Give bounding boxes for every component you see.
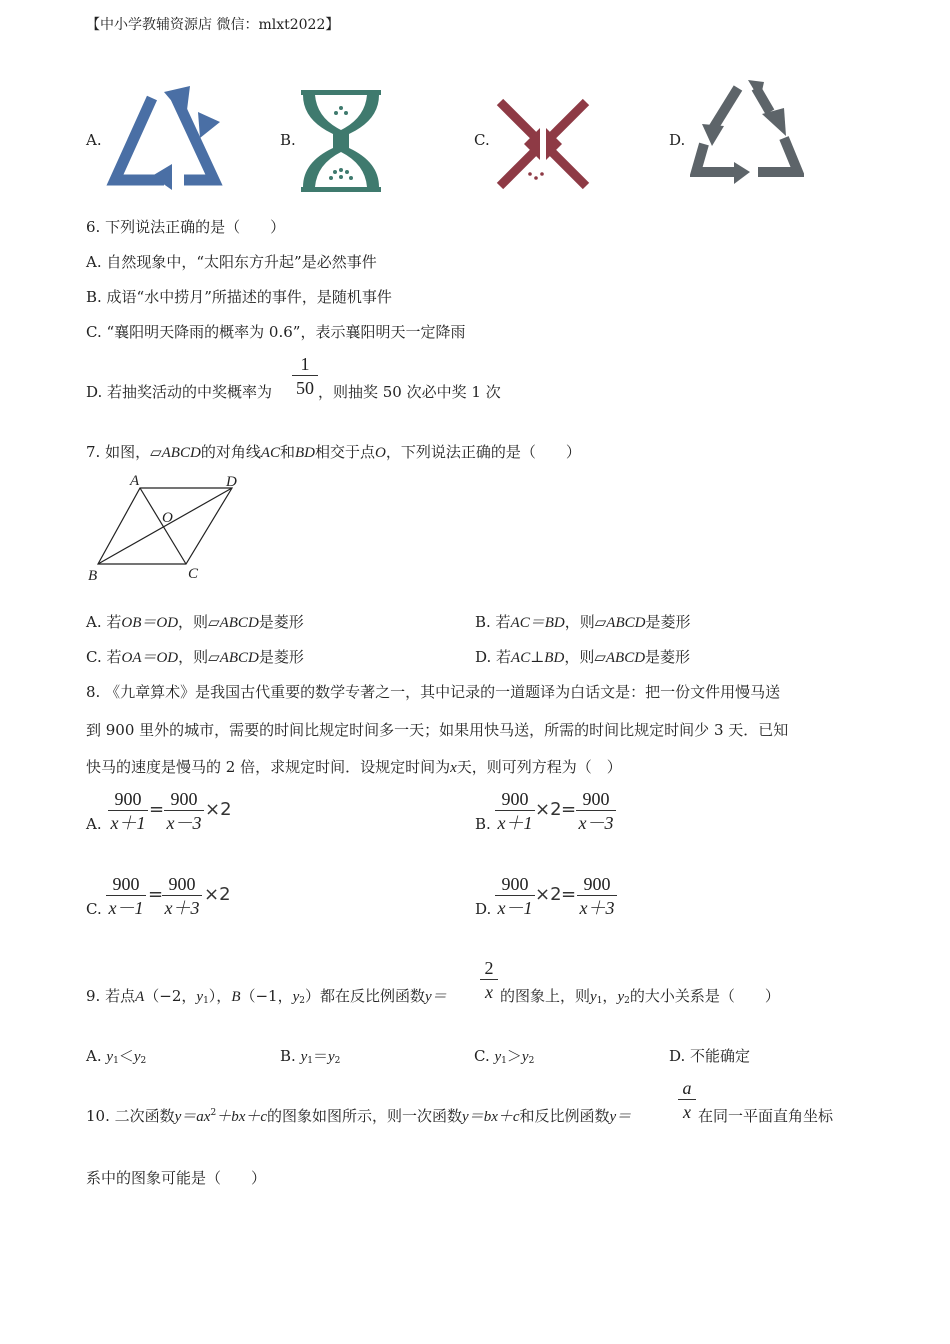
q8-a-fraction-1	[108, 788, 148, 835]
q7-option-c	[86, 646, 304, 667]
vertex-a-label: A	[130, 473, 140, 489]
q8-c-d1: x－1	[108, 898, 144, 918]
parallelogram-symbol: ▱	[594, 648, 606, 666]
q9-b-y1-sub: 1	[307, 1056, 313, 1066]
q9-a-label: A.	[86, 1047, 102, 1065]
q9-stem-right	[500, 985, 780, 1006]
q5-option-d-label: D.	[669, 131, 686, 149]
q9-y2: y	[292, 989, 300, 1005]
q8-a-n1: 900	[108, 788, 148, 811]
q7-b-mid: ，则	[564, 613, 595, 631]
q10-stem-left	[86, 1105, 631, 1126]
q9-comma: ，	[602, 987, 618, 1005]
q9-b-y2-sub: 2	[334, 1056, 341, 1066]
q8-d-d1: x－1	[497, 898, 533, 918]
q7-o: O	[375, 445, 386, 461]
q8-line3-post: 天，则可列方程为（ ）	[456, 758, 622, 776]
q9-func: y＝	[425, 989, 447, 1005]
q8-b-times: ×2	[535, 799, 562, 820]
q9-post-y2-sub: 2	[624, 996, 630, 1006]
q9-post-pre: 的图象上，则	[500, 987, 591, 1005]
q6-option-b: B. 成语“水中捞月”所描述的事件，是随机事件	[86, 288, 392, 306]
q10-den: x	[683, 1102, 691, 1122]
q8-b-n2: 900	[576, 788, 616, 811]
q10-mid2: 和反比例函数	[519, 1107, 610, 1125]
q6-stem: 6. 下列说法正确的是（ ）	[86, 218, 286, 236]
q8-b-n1: 900	[495, 788, 535, 811]
q9-post-y1-sub: 1	[596, 996, 603, 1006]
parallelogram-figure	[84, 470, 244, 586]
q6-fraction-numerator: 1	[292, 353, 318, 376]
center-o-label: O	[162, 510, 173, 526]
q8-option-b-label: B.	[475, 815, 491, 833]
parallelogram-symbol: ▱	[150, 443, 162, 461]
q7-b-abcd: ABCD	[606, 615, 646, 631]
q9-c-y1: y	[494, 1049, 502, 1065]
header-watermark: 【中小学教辅资源店 微信：mlxt2022】	[86, 17, 340, 33]
q6-option-d-suffix: ，则抽奖 50 次必中奖 1 次	[318, 383, 501, 401]
parallelogram-symbol: ▱	[594, 613, 607, 631]
q7-a-mid: ，则	[178, 613, 209, 631]
q8-a-d1: x＋1	[110, 813, 146, 833]
q7-d-mid: ，则	[564, 648, 595, 666]
q8-line-3	[86, 756, 622, 777]
q9-a-coord: （−2，	[144, 987, 197, 1005]
q9-c-y2-sub: 2	[528, 1056, 535, 1066]
q9-post-y1: y	[590, 989, 597, 1005]
q8-d-fraction-2	[577, 873, 617, 920]
q8-b-fraction-2	[576, 788, 616, 835]
q10-fraction	[678, 1077, 696, 1124]
q7-b-post: 是菱形	[645, 613, 691, 631]
q9-close2: ）都在反比例函数	[305, 987, 426, 1005]
parallelogram-symbol: ▱	[208, 648, 220, 666]
q8-line3-x: x	[450, 760, 457, 776]
recycle-triangle-blue-icon	[106, 86, 224, 192]
recycle-triangle-gray-icon	[690, 78, 804, 192]
q10-pre: 10. 二次函数	[86, 1107, 175, 1125]
q9-stem-left	[86, 985, 447, 1006]
vertex-d-label: D	[226, 474, 237, 490]
q8-option-c-label: C.	[86, 900, 102, 918]
q8-a-eq: =	[149, 799, 165, 820]
q8-c-fraction-1	[106, 873, 146, 920]
q7-stem-suffix: ，下列说法正确的是（ ）	[385, 443, 581, 461]
q9-c-rel: ＞	[506, 1047, 522, 1065]
q8-line-1: 8. 《九章算术》是我国古代重要的数学专著之一，其中记录的一道题译为白话文是：把一份文件用慢马送	[86, 683, 781, 701]
q7-stem	[86, 441, 581, 462]
q7-c-pre: C. 若	[86, 648, 122, 666]
q6-option-c: C. “襄阳明天降雨的概率为 0.6”，表示襄阳明天一定降雨	[86, 323, 466, 341]
q9-num: 2	[480, 957, 498, 980]
q10-mid1: 的图象如图所示，则一次函数	[267, 1107, 463, 1125]
q7-d-pre: D. 若	[475, 648, 512, 666]
q8-c-n2: 900	[162, 873, 202, 896]
q10-stem-right: 在同一平面直角坐标	[698, 1107, 834, 1125]
q9-a-y2: y	[133, 1049, 141, 1065]
q5-option-b-label: B.	[280, 131, 296, 149]
q9-pre: 9. 若点	[86, 987, 136, 1005]
q9-option-a	[86, 1045, 146, 1066]
q7-option-d	[475, 646, 690, 667]
q5-option-c-label: C.	[474, 131, 490, 149]
q8-a-n2: 900	[164, 788, 204, 811]
q9-close1: ），	[208, 987, 232, 1005]
q7-stem-prefix: 7. 如图，	[86, 443, 151, 461]
q7-option-a	[86, 611, 304, 632]
q9-a-y1: y	[106, 1049, 114, 1065]
q9-b-rel: ＝	[312, 1047, 328, 1065]
q10-func3: y＝	[609, 1109, 632, 1125]
q7-ac: AC	[260, 445, 280, 461]
hourglass-icon	[301, 90, 381, 192]
q8-option-a-label: A.	[86, 815, 102, 833]
q9-b-y2: y	[328, 1049, 335, 1065]
cross-arrows-icon	[496, 98, 590, 190]
q9-post: 的大小关系是（ ）	[629, 987, 780, 1005]
q8-d-fraction-1	[495, 873, 535, 920]
q8-c-fraction-2	[162, 873, 202, 920]
q6-fraction-denominator: 50	[296, 378, 314, 398]
q7-and: 和	[280, 443, 296, 461]
q7-a-cond: OB＝OD	[121, 615, 179, 631]
q9-post-y2: y	[617, 989, 625, 1005]
q10-stem-line-2: 系中的图象可能是（ ）	[86, 1169, 267, 1187]
q10-sup2: 2	[210, 1108, 217, 1118]
q9-y1: y	[196, 989, 204, 1005]
q10-func2: y＝bx＋c	[462, 1109, 520, 1125]
q7-abcd: ABCD	[161, 445, 201, 461]
q7-bd: BD	[295, 445, 316, 461]
q7-option-b	[475, 611, 690, 632]
q7-b-cond: AC＝BD	[510, 615, 565, 631]
q9-y2-sub: 2	[299, 996, 306, 1006]
q8-d-times: ×2	[535, 884, 562, 905]
q9-a-rel: ＜	[118, 1047, 134, 1065]
q9-fraction	[480, 957, 498, 1004]
q8-b-d1: x＋1	[497, 813, 533, 833]
q9-b-y1: y	[300, 1049, 308, 1065]
q9-point-a: A	[135, 989, 145, 1005]
q9-b-coord: （−1，	[240, 987, 293, 1005]
q9-y1-sub: 1	[203, 996, 209, 1006]
q8-b-eq: =	[561, 799, 577, 820]
q8-line3-pre: 快马的速度是慢马的 2 倍，求规定时间．设规定时间为	[86, 758, 451, 776]
q9-a-y2-sub: 2	[140, 1056, 147, 1066]
q9-c-y1-sub: 1	[501, 1056, 507, 1066]
q9-b-label: B.	[280, 1047, 296, 1065]
q7-a-abcd: ABCD	[219, 615, 259, 631]
q7-c-post: 是菱形	[258, 648, 304, 666]
q8-b-d2: x－3	[578, 813, 614, 833]
q9-option-b	[280, 1045, 340, 1066]
q7-d-post: 是菱形	[645, 648, 691, 666]
q9-point-b: B	[231, 989, 241, 1005]
q8-line-2: 到 900 里外的城市，需要的时间比规定时间多一天；如果用快马送，所需的时间比规定时间少 3 天．已知	[86, 721, 789, 739]
q6-fraction	[292, 353, 318, 400]
q7-b-pre: B. 若	[475, 613, 511, 631]
q7-c-abcd: ABCD	[219, 650, 259, 666]
q8-option-d-label: D.	[475, 900, 492, 918]
vertex-b-label: B	[88, 568, 98, 584]
q6-option-a: A. 自然现象中，“太阳东方升起”是必然事件	[86, 253, 377, 271]
q8-d-eq: =	[561, 884, 577, 905]
q9-den: x	[485, 982, 493, 1002]
parallelogram-symbol: ▱	[208, 613, 220, 631]
q5-option-a-label: A.	[86, 131, 102, 149]
q8-c-n1: 900	[106, 873, 146, 896]
q7-stem-mid2: 相交于点	[315, 443, 376, 461]
q8-a-times: ×2	[205, 799, 232, 820]
q9-a-y1-sub: 1	[113, 1056, 119, 1066]
q8-a-d2: x－3	[166, 813, 202, 833]
q8-d-n2: 900	[577, 873, 617, 896]
q7-stem-mid1: 的对角线	[200, 443, 261, 461]
q10-func1-b: ＋bx＋c	[216, 1109, 268, 1125]
q10-func1-a: y＝ax	[174, 1109, 211, 1125]
q7-a-post: 是菱形	[258, 613, 304, 631]
q8-c-d2: x＋3	[164, 898, 200, 918]
q8-d-n1: 900	[495, 873, 535, 896]
q8-b-fraction-1	[495, 788, 535, 835]
q8-a-fraction-2	[164, 788, 204, 835]
q9-c-y2: y	[521, 1049, 529, 1065]
vertex-c-label: C	[188, 566, 199, 582]
q7-a-pre: A. 若	[86, 613, 122, 631]
q7-d-abcd: ABCD	[605, 650, 646, 666]
q8-d-d2: x＋3	[579, 898, 615, 918]
q8-c-times: ×2	[204, 884, 231, 905]
q6-option-d-prefix: D. 若抽奖活动的中奖概率为	[86, 383, 273, 401]
q8-c-eq: =	[148, 884, 164, 905]
q7-c-cond: OA＝OD	[121, 650, 179, 666]
q9-c-label: C.	[474, 1047, 490, 1065]
q9-option-c	[474, 1045, 534, 1066]
q10-num: a	[678, 1077, 696, 1100]
q7-d-cond: AC⊥BD	[511, 650, 565, 666]
q9-option-d: D. 不能确定	[669, 1047, 751, 1065]
q7-c-mid: ，则	[178, 648, 209, 666]
